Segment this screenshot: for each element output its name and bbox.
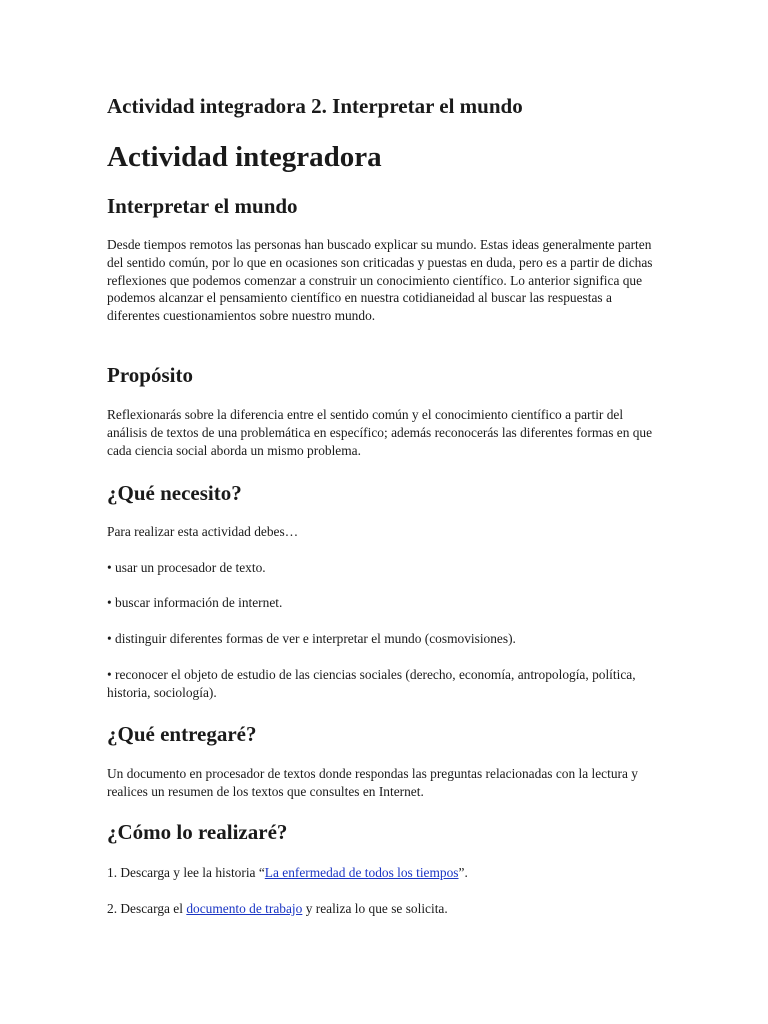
entregare-paragraph: Un documento en procesador de textos donde respondas las preguntas relacionadas con la lectura y realices un resumen de los textos que consultes en Internet. [107, 766, 638, 799]
list-item: • usar un procesador de texto. [107, 560, 266, 575]
step-2-prefix: 2. Descarga el [107, 901, 187, 916]
step-2 [107, 900, 662, 918]
intro-paragraph: Desde tiempos remotos las personas han buscado explicar su mundo. Estas ideas generalmente parten del sentido común, por lo que en ocasiones son criticadas y puestas en duda, pero es a partir de dichas reflexiones que podemos comenzar a construir un conocimiento científico. Lo anterior significa que podemos alcanzar el pensamiento científico en nuestra cotidianeidad al buscar las respuestas a diferentes cuestionamientos sobre nuestro mundo. [107, 237, 653, 324]
list-item: • buscar información de internet. [107, 595, 283, 610]
entregare-heading: ¿Qué entregaré? [107, 722, 257, 746]
step-1-suffix: ”. [458, 865, 468, 880]
step-1 [107, 864, 662, 882]
historia-link[interactable]: La enfermedad de todos los tiempos [264, 865, 459, 880]
list-item: • distinguir diferentes formas de ver e interpretar el mundo (cosmovisiones). [107, 631, 516, 646]
list-item: • reconocer el objeto de estudio de las ciencias sociales (derecho, economía, antropología, política, historia, sociología). [107, 667, 636, 700]
necesito-intro: Para realizar esta actividad debes… [107, 524, 299, 539]
document-title: Actividad integradora 2. Interpretar el mundo [107, 94, 523, 118]
realizare-heading: ¿Cómo lo realizaré? [107, 820, 288, 844]
necesito-heading: ¿Qué necesito? [107, 481, 242, 505]
proposito-paragraph: Reflexionarás sobre la diferencia entre el sentido común y el conocimiento científico a partir del análisis de textos de una problemática en específico; además reconocerás las diferentes formas en que cada ciencia social aborda un mismo problema. [107, 407, 653, 458]
step-2-suffix: y realiza lo que se solicita. [302, 901, 448, 916]
documento-trabajo-link[interactable]: documento de trabajo [186, 901, 303, 916]
proposito-heading: Propósito [107, 363, 193, 387]
step-1-prefix: 1. Descarga y lee la historia “ [107, 865, 265, 880]
main-heading: Actividad integradora [107, 141, 382, 173]
intro-heading: Interpretar el mundo [107, 194, 298, 218]
